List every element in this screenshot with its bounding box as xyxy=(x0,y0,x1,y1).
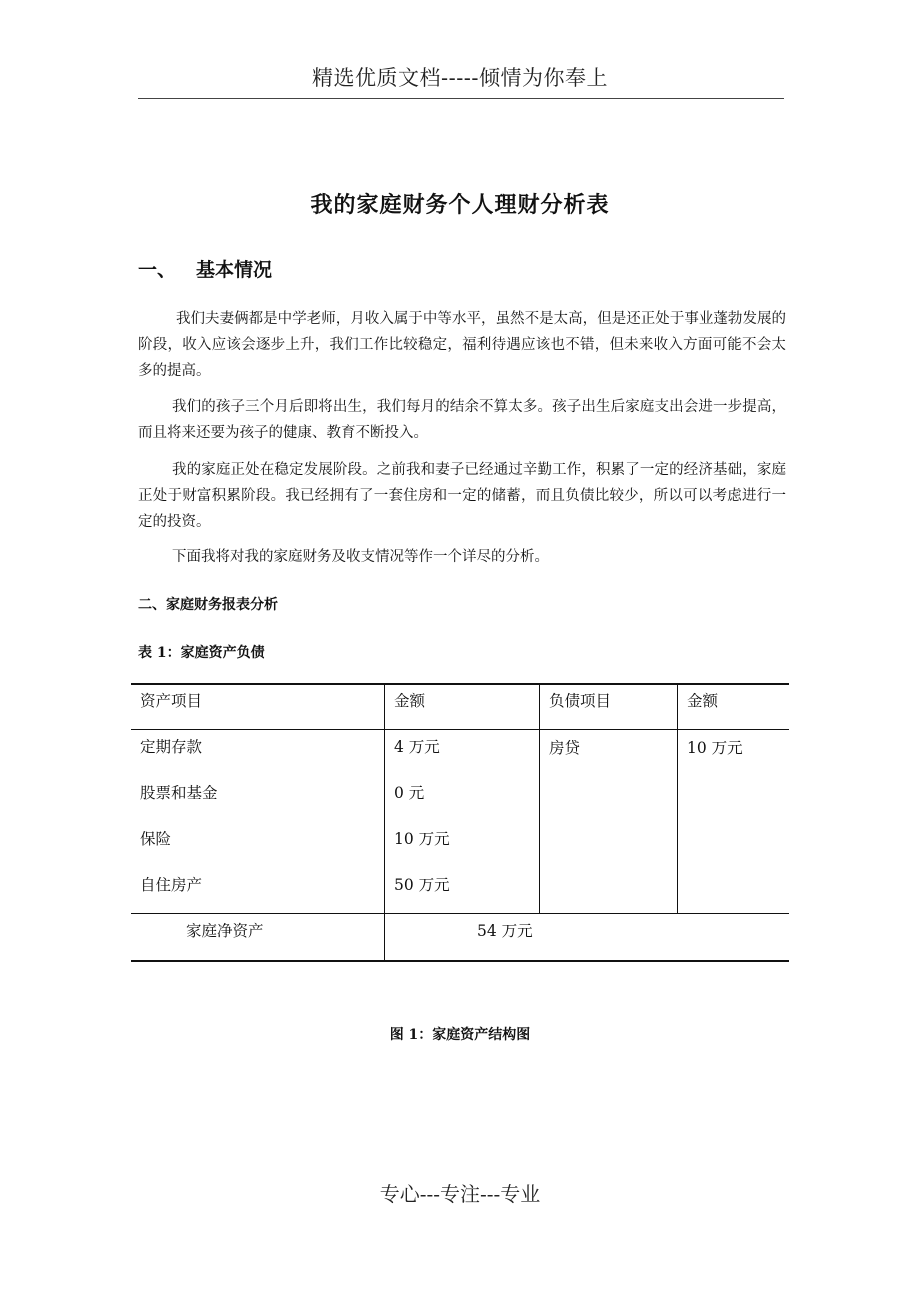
table-bottom-rule xyxy=(131,960,789,962)
net-assets-value: 54 万元 xyxy=(477,922,533,940)
asset-item: 自住房产 xyxy=(140,876,203,894)
section-number: 一、 xyxy=(138,259,177,281)
section-title: 基本情况 xyxy=(196,259,273,281)
header-divider xyxy=(138,98,784,99)
table-net-rule xyxy=(131,913,789,914)
liability-item: 房贷 xyxy=(549,739,581,757)
table-col-divider-2 xyxy=(539,683,540,914)
asset-amount: 4 万元 xyxy=(394,738,440,756)
table-col-divider-3 xyxy=(677,683,678,914)
table-caption: 表 1：家庭资产负债 xyxy=(138,645,265,661)
table-top-rule xyxy=(131,683,789,685)
document-title: 我的家庭财务个人理财分析表 xyxy=(310,192,610,218)
asset-amount: 10 万元 xyxy=(394,830,450,848)
section-heading-basic-info xyxy=(138,255,272,282)
header-asset-amount: 金额 xyxy=(394,692,426,710)
section-heading-financial-report: 二、家庭财务报表分析 xyxy=(138,597,278,613)
liability-amount: 10 万元 xyxy=(687,739,743,757)
asset-amount: 0 元 xyxy=(394,784,425,802)
paragraph-child: 我们的孩子三个月后即将出生，我们每月的结余不算太多。孩子出生后家庭支出会进一步提高，而且将来还要为孩子的健康、教育不断投入。 xyxy=(138,399,786,441)
table-col-divider-1 xyxy=(384,683,385,961)
page-header: 精选优质文档-----倾情为你奉上 xyxy=(312,66,608,90)
header-liability-amount: 金额 xyxy=(687,692,719,710)
header-asset-item: 资产项目 xyxy=(140,692,203,710)
asset-liability-table xyxy=(131,683,789,962)
figure-caption: 图 1：家庭资产结构图 xyxy=(389,1027,531,1043)
page-footer: 专心---专注---专业 xyxy=(379,1182,541,1206)
paragraph-stage: 我的家庭正处在稳定发展阶段。之前我和妻子已经通过辛勤工作，积累了一定的经济基础，家庭正处于财富积累阶段。我已经拥有了一套住房和一定的储蓄，而且负债比较少，所以可以考虑进行一定的投资。 xyxy=(138,462,786,530)
asset-item: 定期存款 xyxy=(140,738,203,756)
table-header-rule xyxy=(131,729,789,730)
asset-item: 保险 xyxy=(140,830,172,848)
net-assets-label: 家庭净资产 xyxy=(186,922,264,940)
paragraph-intro-analysis: 下面我将对我的家庭财务及收支情况等作一个详尽的分析。 xyxy=(172,549,549,565)
paragraph-income: 我们夫妻俩都是中学老师，月收入属于中等水平，虽然不是太高，但是还正处于事业蓬勃发展的阶段，收入应该会逐步上升，我们工作比较稳定，福利待遇应该也不错，但未来收入方面可能不会太多的提高。 xyxy=(138,311,786,379)
asset-item: 股票和基金 xyxy=(140,784,218,802)
asset-amounts-column xyxy=(394,724,450,908)
asset-items-column xyxy=(140,724,218,908)
asset-amount: 50 万元 xyxy=(394,876,450,894)
header-liability-item: 负债项目 xyxy=(549,692,612,710)
